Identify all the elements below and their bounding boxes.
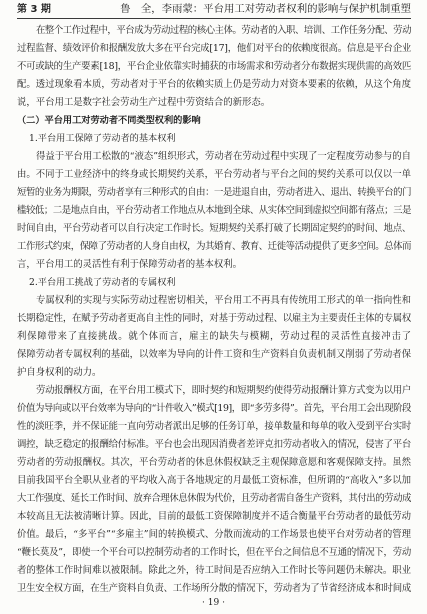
paragraph-line: 说，平台用工是数字社会劳动生产过程中劳资结合的新形态。 — [17, 97, 271, 108]
paragraph-line: 配。透过现象看本质，劳动者对于平台的依赖实质上仍是劳动力对资本要素的依赖，从这个角度 — [17, 79, 411, 90]
section-heading: （二）平台用工对劳动者不同类型权利的影响 — [17, 115, 201, 126]
paragraph-line: 劳动者的劳动报酬权。其次，平台劳动者的休息休假权缺乏主观保障意愿和客观保障支持。虽然 — [17, 457, 411, 468]
paragraph-line: 在整个工作过程中，平台成为劳动过程的核心主体。劳动者的入职、培训、工作任务分配、劳动 — [36, 25, 411, 36]
paragraph-line: 得益于平台用工松散的“液态”组织形式，劳动者在劳动过程中实现了一定程度劳动参与的自 — [36, 151, 411, 162]
page-number: · 19 · — [202, 598, 225, 608]
running-title: 鲁 全，李雨蒙：平台用工对劳动者权利的影响与保护机制重塑 — [120, 3, 411, 15]
paragraph-line: 价值。最后，“多平台”“多雇主”间的转换模式、分散而流动的工作场景也使平台对劳动者的管理 — [17, 529, 411, 540]
subsection-heading: 2.平台用工挑战了劳动者的专属权利 — [29, 277, 176, 288]
paragraph — [17, 22, 411, 112]
paragraph — [17, 148, 411, 274]
paragraph-line: 护自身权利的动力。 — [17, 367, 102, 378]
paragraph-line: 目前我国平台全职从业者的平均收入高于各地规定的月最低工资标准，但所谓的“高收入”多以加 — [17, 475, 411, 486]
running-header — [17, 1, 411, 19]
issue-number: 第 3 期 — [17, 4, 51, 15]
paragraph-line: 本较高且无法被清晰计算。因此，目前的最低工资保障制度并不适合衡量平台劳动者的最低劳动 — [17, 511, 411, 522]
paragraph-line: 槛较低；二是地点自由，平台劳动者工作地点从本地到全球、从实体空间到虚拟空间都有落点；三是 — [17, 205, 411, 216]
paragraph — [17, 292, 411, 382]
paragraph-line: 由。不同于工业经济中的终身或长期契约关系，平台劳动者与平台之间的契约关系可以仅以一单 — [17, 169, 411, 180]
article-body — [17, 22, 411, 598]
subsection-heading: 1.平台用工保障了劳动者的基本权利 — [29, 133, 176, 144]
paragraph-line: 工作形式约束，保障了劳动者的人身自由权，为其婚育、教育、迁徙等活动提供了更多空间。总体而 — [17, 241, 411, 252]
paragraph-line: 卫生安全权方面，在生产资料自负责、工作场所分散的情况下，劳动者为了节省经济成本和时间成 — [17, 583, 411, 594]
paragraph-line: 不可或缺的生产要素[18]，平台企业依靠实时捕获的市场需求和劳动者分布数据实现供需的高效匹 — [17, 61, 411, 72]
paragraph-line: 短暂的业务为期限，劳动者享有三种形式的自由：一是进退自由，劳动者进入、退出、转换平台的门 — [17, 187, 411, 198]
paragraph-line: 长期稳定性，在赋予劳动者更高自主性的同时，对基于劳动过程、以雇主为主要责任主体的专属权 — [17, 313, 411, 324]
paragraph-line: 专属权利的实现与实际劳动过程密切相关，平台用工不再具有传统用工形式的单一指向性和 — [36, 295, 411, 306]
paragraph-line: 价值为导向或以平台效率为导向的“计件收入”模式[19]，即“多劳多得”。首先，平台用工会出现阶段 — [17, 403, 411, 414]
paragraph — [17, 382, 411, 598]
paragraph-line: “鞭长莫及”，即使一个平台可以控制劳动者的工作时长，但在平台之间信息不互通的情况下，劳动 — [17, 547, 411, 558]
paragraph-line: 时间自由，平台劳动者可以自行决定工作时长。短期契约关系打破了长期固定契约的时间、地点、 — [17, 223, 411, 234]
paragraph-line: 大工作强度、延长工作时间、放弃合理休息休假为代价，且劳动者需自备生产资料，其付出的劳动成 — [17, 493, 411, 504]
paragraph-line: 劳动报酬权方面，在平台用工模式下，即时契约和短期契约使得劳动报酬计算方式变为以用户 — [36, 385, 411, 396]
paragraph-line: 利保障带来了直接挑战。就个体而言，雇主的缺失与模糊，劳动过程的灵活性直接冲击了 — [17, 331, 411, 342]
paragraph-line: 过程监督、绩效评价和报酬发放大多在平台完成[17]，他们对平台的依赖度很高。信息是平台企业 — [17, 43, 411, 54]
paragraph-line: 保障劳动者专属权利的基础，以效率为导向的计件工资和生产资料自负责机制又削弱了劳动者保 — [17, 349, 411, 360]
paragraph-line: 言，平台用工的灵活性有利于保障劳动者的基本权利。 — [17, 259, 243, 270]
paragraph-line: 调控，缺乏稳定的报酬给付标准。平台也会出现因消费者差评克扣劳动者收入的情况，侵害了平台 — [17, 439, 411, 450]
paragraph-line: 性的淡旺季，并不保证能一直向劳动者派出足够的任务订单，接单数量和每单的收入受到平台实时 — [17, 421, 411, 432]
paragraph-line: 者的整体工作时间难以被限制。除此之外，待工时间是否应纳入工作时长等问题仍未解决。职业 — [17, 565, 411, 576]
